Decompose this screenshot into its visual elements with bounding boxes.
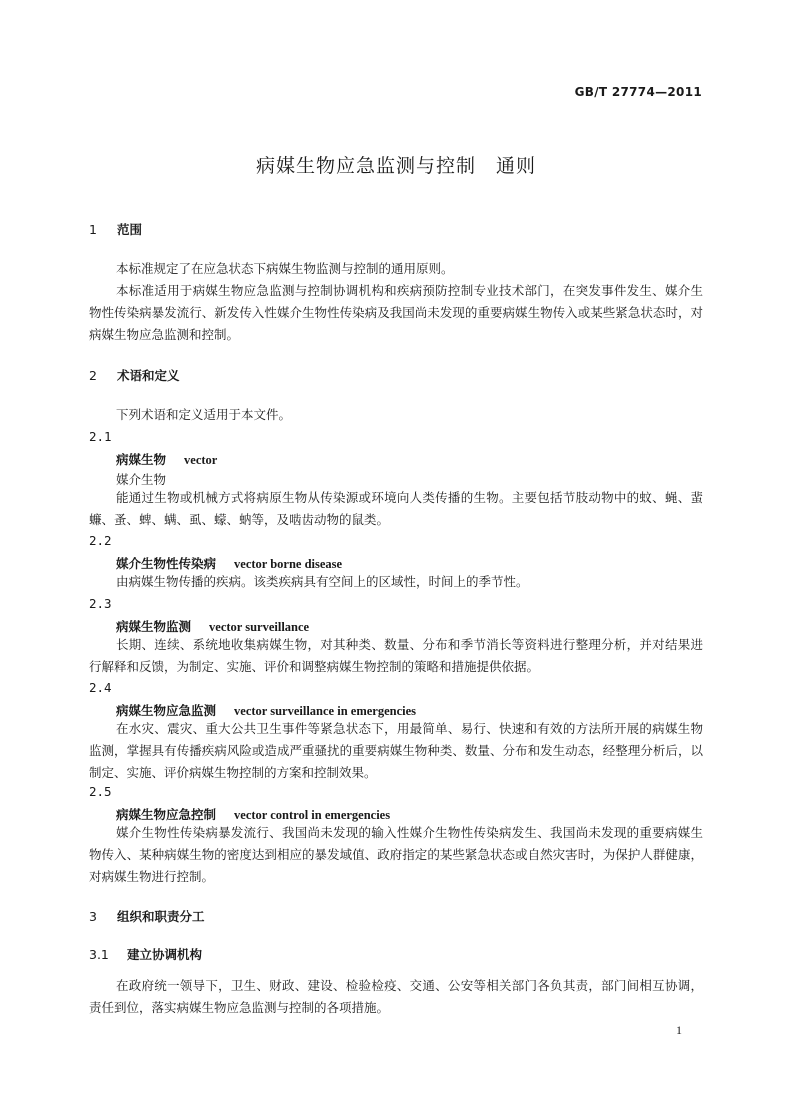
clause-number: 2.2 — [89, 533, 112, 548]
section-number: 3 — [89, 909, 97, 924]
term-english: vector surveillance in emergencies — [234, 704, 417, 718]
term-english: vector surveillance — [209, 620, 310, 634]
section-title: 范围 — [117, 222, 143, 237]
term-entry — [116, 701, 416, 719]
term-chinese: 病媒生物应急监测 — [116, 703, 217, 718]
section-2-intro: 下列术语和定义适用于本文件。 — [116, 407, 292, 422]
page-number: 1 — [676, 1023, 682, 1037]
section-number: 2 — [89, 368, 97, 383]
section-1-heading — [89, 220, 142, 238]
subsection-3-1-paragraph: 在政府统一领导下，卫生、财政、建设、检验检疫、交通、公安等相关部门各负其责，部门间相互协调，责任到位，落实病媒生物应急监测与控制的各项措施。 — [89, 978, 703, 1015]
section-1-paragraph-2: 本标准适用于病媒生物应急监测与控制协调机构和疾病预防控制专业技术部门，在突发事件发生、媒介生物性传染病暴发流行、新发传入性媒介生物性传染病及我国尚未发现的重要病媒生物传入或某些紧急状态时，对病媒生物应急监测和控制。 — [89, 283, 703, 342]
section-1-paragraph-1: 本标准规定了在应急状态下病媒生物监测与控制的通用原则。 — [116, 261, 454, 276]
term-entry — [116, 805, 390, 823]
section-3-heading — [89, 907, 205, 925]
clause-number: 2.4 — [89, 680, 112, 695]
clause-number: 2.1 — [89, 429, 112, 444]
section-2-heading — [89, 366, 180, 384]
section-title: 组织和职责分工 — [117, 909, 205, 924]
clause-number: 2.5 — [89, 784, 112, 799]
term-chinese: 媒介生物性传染病 — [116, 556, 217, 571]
term-chinese: 病媒生物应急控制 — [116, 807, 217, 822]
section-number: 1 — [89, 222, 97, 237]
section-title: 术语和定义 — [117, 368, 180, 383]
term-entry — [116, 554, 342, 572]
subsection-3-1-heading — [89, 945, 202, 963]
term-definition: 能通过生物或机械方式将病原生物从传染源或环境向人类传播的生物。主要包括节肢动物中的蚊、蝇、蜚蠊、蚤、蜱、螨、虱、蠓、蚋等，及啮齿动物的鼠类。 — [89, 490, 703, 527]
subsection-number: 3.1 — [89, 947, 109, 962]
standard-code: GB/T 27774—2011 — [574, 85, 702, 99]
term-entry — [116, 617, 309, 635]
term-english: vector control in emergencies — [234, 808, 391, 822]
term-definition: 长期、连续、系统地收集病媒生物，对其种类、数量、分布和季节消长等资料进行整理分析，并对结果进行解释和反馈，为制定、实施、评价和调整病媒生物控制的策略和措施提供依据。 — [89, 637, 703, 674]
term-english: vector — [184, 453, 218, 467]
term-entry — [116, 450, 217, 468]
term-chinese: 病媒生物 — [116, 452, 167, 467]
term-english: vector borne disease — [234, 557, 343, 571]
term-chinese: 病媒生物监测 — [116, 619, 192, 634]
term-definition: 媒介生物性传染病暴发流行、我国尚未发现的输入性媒介生物性传染病发生、我国尚未发现的重要病媒生物传入、某种病媒生物的密度达到相应的暴发域值、政府指定的某些紧急状态或自然灾害时，为保护人群健康，对病媒生物进行控制。 — [89, 825, 703, 884]
term-definition: 由病媒生物传播的疾病。该类疾病具有空间上的区域性，时间上的季节性。 — [116, 574, 529, 589]
term-definition: 在水灾、震灾、重大公共卫生事件等紧急状态下，用最简单、易行、快速和有效的方法所开展的病媒生物监测，掌握具有传播疾病风险或造成严重骚扰的重要病媒生物种类、数量、分布和发生动态，经整理分析后，以制定、实施、评价病媒生物控制的方案和控制效果。 — [89, 721, 703, 780]
term-alternative: 媒介生物 — [116, 472, 167, 487]
document-title: 病媒生物应急监测与控制 通则 — [255, 155, 536, 177]
clause-number: 2.3 — [89, 596, 112, 611]
subsection-title: 建立协调机构 — [127, 947, 203, 962]
